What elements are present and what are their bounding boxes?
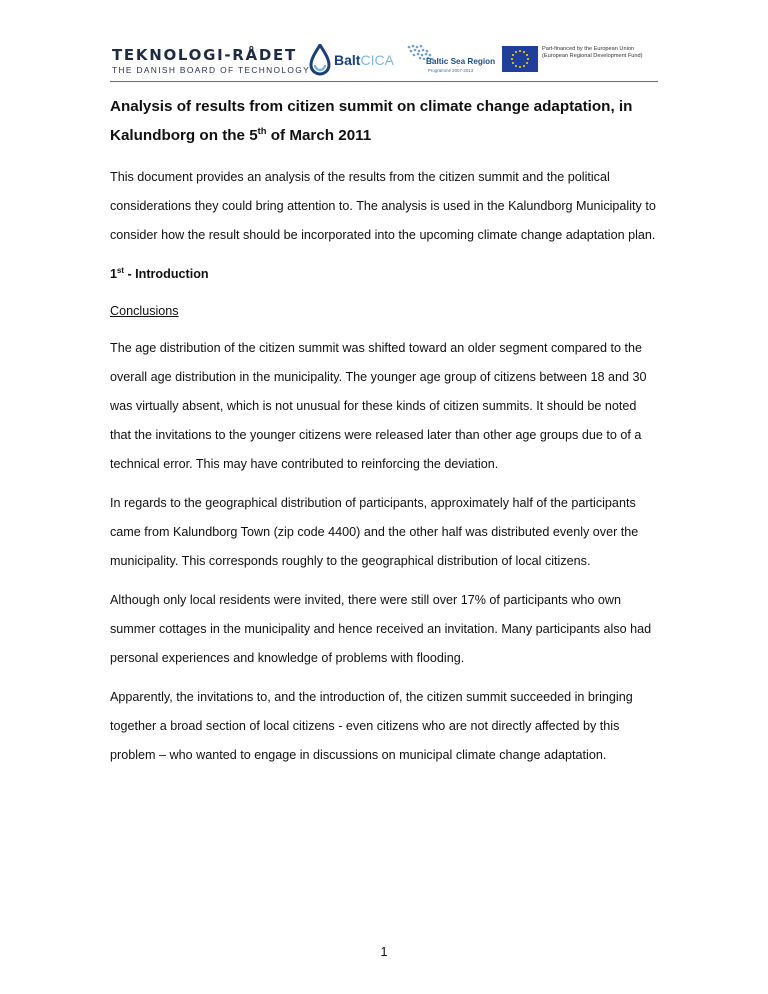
baltic-sea-region-logo (406, 44, 496, 78)
programme-title: Baltic Sea Region (426, 57, 496, 66)
page-number: 1 (380, 945, 388, 959)
body-paragraph: Although only local residents were invited, there were still over 17% of participants who own summer cottages in the municipality and hence received an invitation. Many participants also had personal experiences and knowledge of problems with flooding. (110, 593, 652, 665)
section-number: 1 (110, 267, 118, 281)
conclusions-subheading: Conclusions (110, 304, 179, 318)
document-body (110, 92, 660, 780)
document-title-text: Analysis of results from citizen summit on climate change adaptation, in Kalundborg on the 5 (110, 98, 633, 144)
section-number-sup: st (117, 265, 124, 275)
baltcica-wordmark-first: Balt (334, 52, 361, 68)
document-title (110, 92, 660, 150)
section-title: - Introduction (123, 267, 209, 281)
water-drop-icon (308, 44, 332, 76)
header-divider (110, 81, 658, 82)
baltcica-wordmark (334, 52, 394, 68)
intro-paragraph: This document provides an analysis of the results from the citizen summit and the political considerations they could bring attention to. The analysis is used in the Kalundborg Municipality to consider how the result should be incorporated into the upcoming climate change adaptation plan. (110, 170, 656, 242)
eu-funding-note: Part-financed by the European Union (European Regional Development Fund) (542, 46, 643, 59)
baltcica-wordmark-second: CICA (360, 52, 394, 68)
body-paragraph: The age distribution of the citizen summit was shifted toward an older segment compared to the overall age distribution in the municipality. The younger age group of citizens between 18 and 30 was virtually absent, which is not unusual for these kinds of citizen summits. It should be noted that the invitations to the younger citizens were released later than other age groups due to of a technical error. This may have contributed to reinforcing the deviation. (110, 341, 647, 471)
page-header (110, 42, 658, 82)
document-title-sup: th (257, 124, 267, 136)
document-title-end: of March 2011 (266, 127, 372, 144)
org-subtitle: THE DANISH BOARD OF TECHNOLOGY (112, 65, 311, 75)
teknologi-raadet-logo (112, 46, 310, 75)
section-heading (110, 260, 660, 289)
org-name: TEKNOLOGI-RÅDET (112, 46, 297, 64)
eu-flag-icon (502, 46, 538, 72)
body-paragraph: In regards to the geographical distribution of participants, approximately half of the participants came from Kalundborg Town (zip code 4400) and the other half was distributed evenly over the municipality. This corresponds roughly to the geographical distribution of local citizens. (110, 496, 639, 568)
body-paragraph: Apparently, the invitations to, and the introduction of, the citizen summit succeeded in bringing together a broad section of local citizens - even citizens who are not directly affected by this problem – who wanted to engage in discussions on municipal climate change adaptation. (110, 690, 633, 762)
programme-subtitle: Programme 2007-2013 (428, 68, 474, 73)
